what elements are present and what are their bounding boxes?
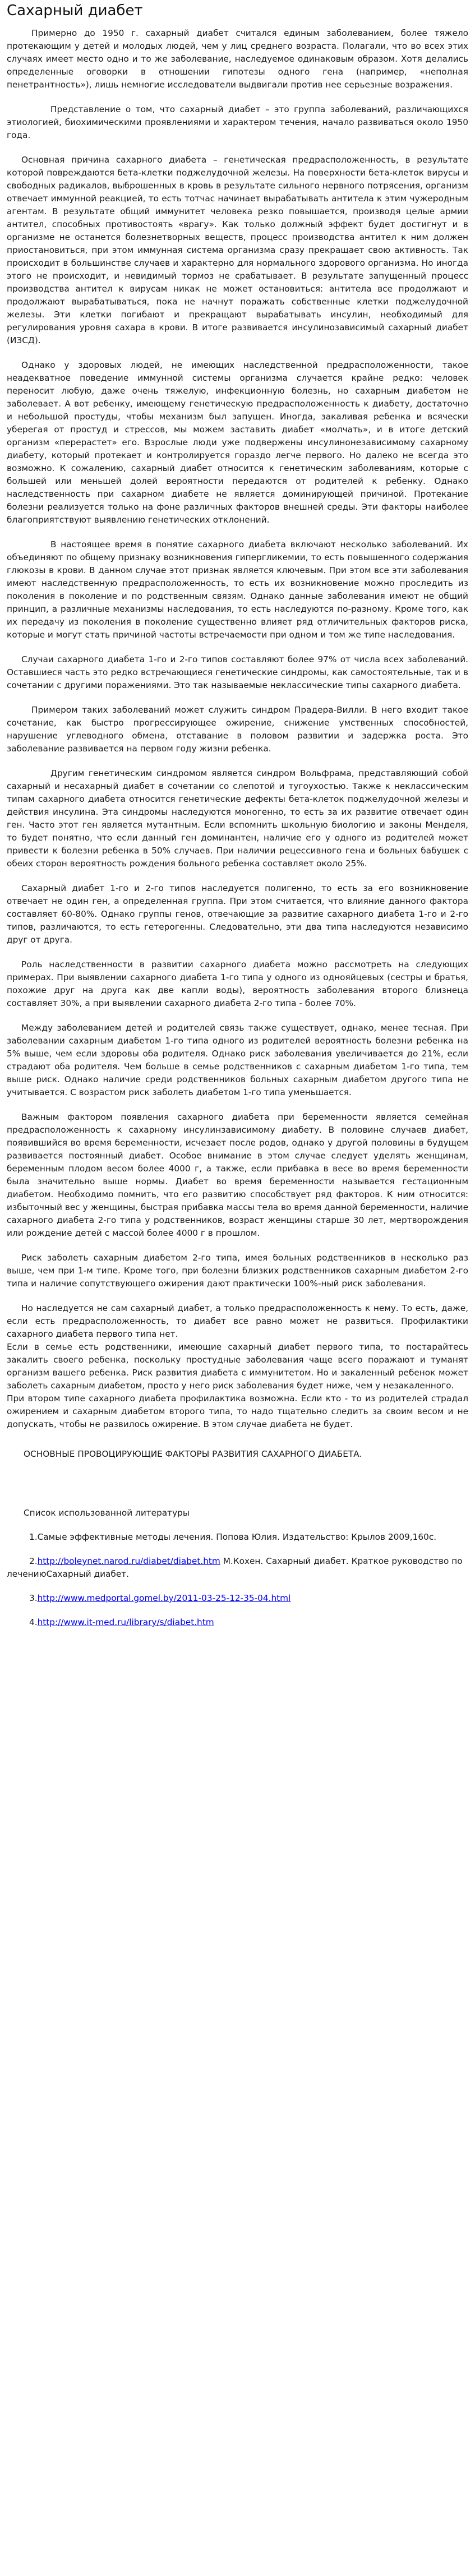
paragraph: Однако у здоровых людей, не имеющих наследственной предрасположенности, такое неадекватное поведение иммунной системы организма случается крайне редко: человек переносит любую, даже очень тяжелую, инфекционную болезнь, но сахарным диабетом не заболевает. А вот ребенку, имеющему генетическую предрасположенность к диабету, достаточно и небольшой простуды, чтобы механизм был запущен. Иногда, закаливая ребенка и всячески уберегая от простуд и стрессов, мы можем заставить диабет «молчать», и в итоге детский организм «перерастет» его. Взрослые люди уже подвержены инсулинонезависимому сахарному диабету, который протекает и контролируется гораздо легче первого. Но далеко не всегда это возможно. К сожалению, сахарный диабет относится к генетическим заболеваниям, которые с большей или меньшей долей вероятности передаются от родителей к ребенку. Однако наследственность при сахарном диабете не является доминирующей причиной. Протекание болезни реализуется только на фоне различных факторов внешней среды. Эти факторы наиболее благоприятствуют выявлению генетических отклонений.	[7, 360, 468, 525]
reference-item	[7, 1555, 468, 1581]
paragraph: В настоящее время в понятие сахарного диабета включают несколько заболеваний. Их объединяют по общему признаку возникновения гипергликемии, то есть повышенного содержания глюкозы в крови. В данном случае этот признак является ключевым. При этом все эти заболевания имеют наследственную предрасположенность, то есть их возникновение можно проследить из поколения в поколение и по родственным связям. Однако данные заболевания имеют не общий принцип, а различные механизмы наследования, то есть наследуются по-разному. Кроме того, как их передачу из поколения в поколение существенно влияет ряд отличительных факторов риска, которые и могут стать причиной частоты встречаемости при одном и том же типе наследования.	[7, 539, 468, 640]
paragraph: Но наследуется не сам сахарный диабет, а только предрасположенность к нему. То есть, даже, если есть предрасположенность, то диабет все равно может не развиться. Профилактики сахарного диабета первого типа нет.	[7, 1303, 468, 1339]
paragraph: Важным фактором появления сахарного диабета при беременности является семейная предрасположенность к сахарному инсулинзависимому диабету. В половине случаев диабет, появившийся во время беременности, исчезает после родов, однако у другой половины в будущем развивается постоянный диабет. Особое внимание в этом случае следует уделять женщинам, беременным плодом весом более 4000 г, а также, если прибавка в весе во время беременности была значительно выше нормы. Диабет во время беременности называется гестационным диабетом. Необходимо помнить, что его развитию способствует ряд факторов. К ним относится: избыточный вес у женщины, быстрая прибавка массы тела во время данной беременности, наличие сахарного диабета 2-го типа у родственников, возраст женщины старше 30 лет, мертворождения или рождение детей с массой более 4000 г в прошлом.	[7, 1112, 468, 1238]
paragraph: Другим генетическим синдромом является синдром Вольфрама, представляющий собой сахарный и несахарный диабет в сочетании со слепотой и тугоухостью. Также к неклассическим типам сахарного диабета относится генетические дефекты бета-клеток поджелудочной железы и действия инсулина. Эта синдромы наследуются моногенно, то есть за их развитие отвечает один ген. Часто этот ген является мутантным. Если вспомнить школьную биологию и законы Менделя, то будет понятно, что если данный ген доминантен, наличие его у одного из родителей может привести к болезни ребенка в 50% случаев. При наличии рецессивного гена и больных бабушек с обеих сторон вероятность рождения больного ребенка составляет около 25%.	[7, 768, 468, 869]
paragraph: Сахарный диабет 1-го и 2-го типов наследуется полигенно, то есть за его возникновение отвечает не один ген, а определенная группа. При этом считается, что влияние данного фактора составляет 60-80%. Однако группы генов, отвечающие за развитие сахарного диабета 1-го и 2-го типов, различаются, то есть гетерогенны. Следовательно, эти два типа наследуются независимо друг от друга.	[7, 883, 468, 945]
references-title: Список использованной литературы	[24, 1508, 190, 1518]
paragraph: Риск заболеть сахарным диабетом 2-го типа, имея больных родственников в несколько раз выше, чем при 1-м типе. Кроме того, при болезни близких родственников сахарным диабетом 2-го типа и наличие сопутствующего ожирения дают практически 100%-ный риск заболевания.	[7, 1253, 468, 1289]
reference-number: 3.	[29, 1593, 38, 1603]
paragraph: Примерно до 1950 г. сахарный диабет считался единым заболеванием, более тяжело протекающим у детей и молодых людей, чем у лиц среднего возраста. Полагали, что во всех этих случаях имеет место одно и то же заболевание, наследуемое одинаковым образом. Хотя делались определенные оговорки в отношении гипотезы одного гена (например, «неполная пенетрантность»), лишь немногие исследователи выдвигали против нее серьезные возражения.	[7, 28, 468, 90]
paragraph: Примером таких заболеваний может служить синдром Прадера-Вилли. В него входит такое сочетание, как быстро прогрессирующее ожирение, снижение умственных способностей, нарушение углеводного обмена, отставание в половом развитии и задержка роста. Это заболевание развивается на первом году жизни ребенка.	[7, 705, 468, 754]
references-list	[7, 1531, 468, 1629]
article-body	[7, 27, 468, 1431]
reference-text: Самые эффективные методы лечения. Попова Юлия. Издательство: Крылов 2009,160с.	[37, 1532, 437, 1542]
reference-number: 2.	[29, 1556, 38, 1566]
reference-text: М.Кохен. Сахарный диабет. Краткое руководство по лечениюСахарный диабет.	[7, 1556, 463, 1579]
paragraph: Если в семье есть родственники, имеющие сахарный диабет первого типа, то постарайтесь закалить своего ребенка, поскольку простудные заболевания чаще всего поражают и туманят организм вашего ребенка. Риск развития диабета с иммунитетом. Но и закаленный ребенок может заболеть сахарным диабетом, просто у него риск заболевания будет ниже, чем у незакаленного.	[7, 1342, 468, 1391]
reference-link[interactable]: http://www.medportal.gomel.by/2011-03-25-12-35-04.html	[37, 1593, 291, 1603]
reference-link[interactable]: http://boleynet.narod.ru/diabet/diabet.htm	[37, 1556, 220, 1566]
reference-item	[7, 1592, 468, 1605]
reference-number: 1.	[29, 1532, 38, 1542]
section-heading: ОСНОВНЫЕ ПРОВОЦИРУЮЩИЕ ФАКТОРЫ РАЗВИТИЯ САХАРНОГО ДИАБЕТА.	[24, 1449, 362, 1459]
paragraph: Представление о том, что сахарный диабет – это группа заболеваний, различающихся этиологией, биохимическими проявлениями и характером течения, начало развиваться около 1950 года.	[7, 104, 468, 140]
page-title: Сахарный диабет	[7, 2, 143, 19]
paragraph: Случаи сахарного диабета 1-го и 2-го типов составляют более 97% от числа всех заболеваний. Оставшиеся часть это редко встречающиеся генетические синдромы, как самостоятельные, так и в сочетании с другими поражениями. Это так называемые неклассические типы сахарного диабета.	[7, 654, 468, 690]
paragraph: Роль наследственности в развитии сахарного диабета можно рассмотреть на следующих примерах. При выявлении сахарного диабета 1-го типа у одного из однояйцевых (сестры и братья, похожие друг на друга как две капли воды), вероятность заболевания второго близнеца составляет 30%, а при выявлении сахарного диабета 2-го типа - более 70%.	[7, 959, 468, 1008]
paragraph: Между заболеванием детей и родителей связь также существует, однако, менее тесная. При заболевании сахарным диабетом 1-го типа одного из родителей вероятность болезни ребенка на 5% выше, чем если здоровы оба родителя. Однако риск заболевания увеличивается до 21%, если страдают оба родителя. Чем больше в семье родственников с сахарным диабетом 1-го типа, тем выше риск. Однако наличие среди родственников больных сахарным диабетом другого типа не учитывается. С возрастом риск заболеть диабетом 1-го типа уменьшается.	[7, 1023, 468, 1097]
reference-link[interactable]: http://www.it-med.ru/library/s/diabet.htm	[37, 1617, 214, 1627]
reference-item	[7, 1616, 468, 1629]
paragraph: При втором типе сахарного диабета профилактика возможна. Если кто - то из родителей страдал ожирением и сахарным диабетом второго типа, то надо тщательно следить за своим весом и не допускать, чтобы не развилось ожирение. В этом случае диабета не будет.	[7, 1393, 468, 1429]
reference-number: 4.	[29, 1617, 38, 1627]
reference-item	[7, 1531, 468, 1544]
paragraph: Основная причина сахарного диабета – генетическая предрасположенность, в результате которой повреждаются бета-клетки поджелудочной железы. На поверхности бета-клеток вирусы и свободных радикалов, выброшенных в кровь в результате сильного нервного потрясения, организм отвечает иммунной реакцией, то есть тотчас начинает вырабатывать антитела к этим чужеродным агентам. В результате общий иммунитет человека резко повышается, производя целые армии антител, способных противостоять «врагу». Как только должный эффект будет достигнут и в организме не останется болезнетворных веществ, процесс производства антител к ним должен приостановиться, при этом иммунная система организма сразу прекращает свою активность. Так происходит в большинстве случаев и характерно для нормального здорового организма. Но иногда этого не происходит, и невидимый тормоз не срабатывает. В результате запущенный процесс производства антител к вирусам никак не может остановиться: антитела все продолжают и продолжают вырабатываться, пока не начнут поражать собственные клетки поджелудочной железы. Эти клетки погибают и прекращают вырабатывать инсулин, необходимый для регулирования уровня сахара в крови. В итоге развивается инсулинозависимый сахарный диабет (ИЗСД).	[7, 155, 468, 345]
